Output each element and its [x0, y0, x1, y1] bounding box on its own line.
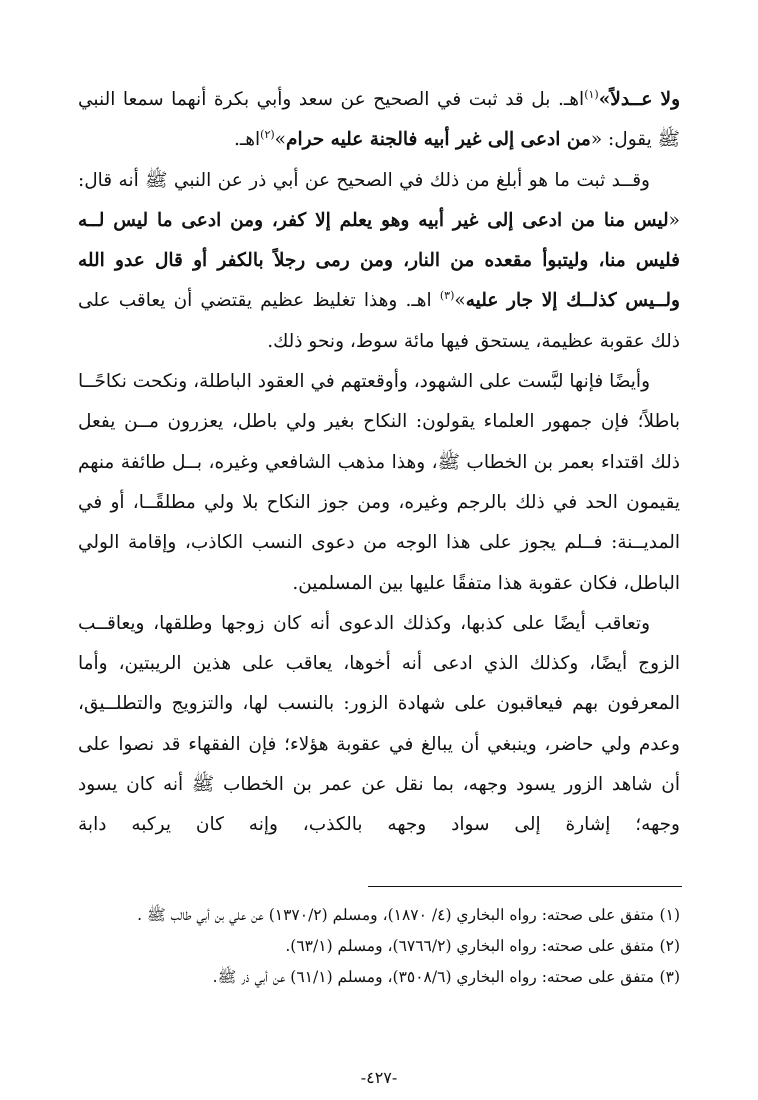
- footnote-ref-1[interactable]: (١): [584, 87, 599, 101]
- abbreviation: اهـ.: [233, 129, 261, 151]
- footnote-number: (١): [659, 906, 680, 924]
- paragraph-text: وأيضًا فإنها لبَّست على الشهود، وأوقعتهم في العقود الباطلة، ونكحت نكاحًــا باطلاً؛ فإن جمهور العلماء يقولون: النكاح بغير ولي باطل، يعزرون مــن يفعل ذلك اقتداء بعمر بن الخطاب ﷺ، وهذا مذهب الشافعي وغيره، بــل طائفة منهم يقيمون الحد في ذلك بالرجم وغيره، ومن جوز النكاح بلا ولي مطلقًــا، أو في المديــنة: فــلم يجوز على هذا الوجه من دعوى النسب الكاذب، وإقامة الولي الباطل، فكان عقوبة هذا متفقًا عليها بين المسلمين.: [78, 371, 680, 594]
- footnote-2: [78, 931, 680, 962]
- paragraph-3: [78, 362, 680, 604]
- page-body: [78, 80, 680, 846]
- paragraph-text: اهـ. بل قد ثبت في الصحيح عن سعد وأبي بكرة أنهما سمعا النبي ﷺ يقول: «: [78, 89, 680, 151]
- hadith-ending: ولا عــدلاً»: [598, 89, 680, 110]
- hadith-quote: من ادعى إلى غير أبيه فالجنة عليه حرام: [286, 129, 591, 151]
- page-number: -٤٢٧-: [360, 1068, 398, 1087]
- main-text: [78, 80, 680, 846]
- paragraph-1: [78, 80, 680, 161]
- footnote-number: (٣): [659, 968, 680, 986]
- footnote-separator: [368, 886, 682, 887]
- paragraph-text: اهـ. وهذا تغليظ عظيم يقتضي أن يعاقب على ذلك عقوبة عظيمة، يستحق فيها مائة سوط، ونحو ذلك.: [78, 290, 680, 352]
- paragraph-4: [78, 604, 680, 846]
- paragraph-text: وقــد ثبت ما هو أبلغ من ذلك في الصحيح عن أبي ذر عن النبي ﷺ أنه قال: «: [78, 169, 680, 231]
- footnote-number: (٢): [659, 937, 680, 955]
- quote-close: »: [454, 290, 466, 312]
- footnote-ref-3[interactable]: (٣): [439, 289, 455, 303]
- footnote-text: متفق على صحته: رواه البخاري (٣٥٠٨/٦)، ومسلم (٦١/١) عن أبي ذر ﷺ.: [212, 968, 654, 986]
- paragraph-2: [78, 161, 680, 362]
- footnote-ref-2[interactable]: (٢): [260, 128, 275, 142]
- footnote-3: [78, 962, 680, 993]
- hadith-quote: ليس منا من ادعى إلى غير أبيه وهو يعلم إلا كفر، ومن ادعى ما ليس لــه فليس منا، وليتبوأ مقعده من النار، ومن رمى رجلاً بالكفر أو قال عدو الله ولــيس كذلــك إلا جار عليه: [78, 209, 680, 312]
- footnotes: [78, 900, 680, 993]
- footnote-1: [78, 900, 680, 931]
- footnote-text: متفق على صحته: رواه البخاري (٤/ ١٨٧٠)، ومسلم (١٣٧٠/٢) عن علي بن أبي طالب ﷺ .: [137, 906, 654, 924]
- paragraph-text: وتعاقب أيضًا على كذبها، وكذلك الدعوى أنه كان زوجها وطلقها، ويعاقــب الزوج أيضًا، وكذلك الذي ادعى أنه أخوها، يعاقب على هذين الريبتين، وأما المعرفون بهم فيعاقبون على شهادة الزور: بالنسب لها، والتزويج والتطلــيق، وعدم ولي حاضر، وينبغي أن يبالغ في عقوبة هؤلاء؛ فإن الفقهاء قد نصوا على أن شاهد الزور يسود وجهه، بما نقل عن عمر بن الخطاب ﷺ أنه كان يسود وجهه؛ إشارة إلى سواد وجهه بالكذب، وإنه كان يركبه دابة: [78, 612, 680, 836]
- footnote-text: متفق على صحته: رواه البخاري (٦٧٦٦/٢)، ومسلم (٦٣/١).: [285, 937, 654, 955]
- quote-close: »: [274, 129, 286, 151]
